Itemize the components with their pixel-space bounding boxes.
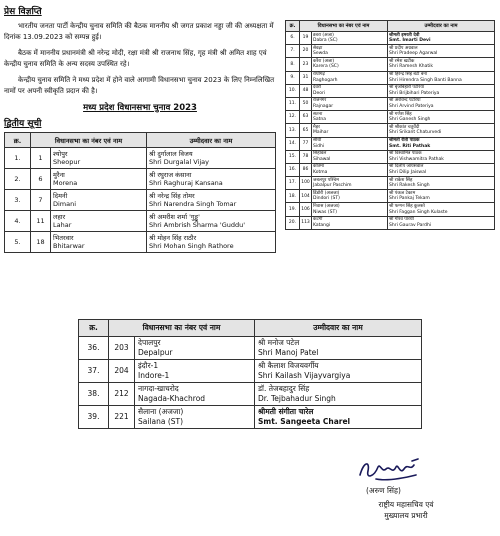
candidate-name-english: Shri Faggan Singh Kulaste	[389, 209, 448, 215]
constituency-cell	[312, 203, 388, 216]
constituency-name-hindi: मैहर	[313, 124, 320, 130]
constituency-cell	[312, 177, 388, 190]
row-serial: 36.	[79, 337, 109, 360]
constituency-number: 23	[300, 58, 312, 71]
candidate-name-english: Shri Durgalal Vijay	[149, 158, 210, 166]
header-sn: क्र.	[79, 320, 109, 337]
row-serial: 6.	[286, 32, 300, 45]
constituency-cell	[51, 190, 147, 211]
constituency-cell	[312, 163, 388, 176]
candidate-name-english: Shri Narendra Singh Tomar	[149, 200, 237, 208]
constituency-name-english: Maihar	[313, 130, 329, 136]
candidate-name-hindi: डॉ. तेजबहादुर सिंह	[258, 384, 310, 393]
candidate-name-hindi: श्री दुर्गालाल विजय	[149, 150, 193, 158]
constituency-name-hindi: दिमनी	[53, 192, 68, 200]
candidate-cell	[388, 150, 495, 163]
constituency-name-hindi: देपालपुर	[138, 338, 161, 347]
candidate-name-english: Shri Vishwamitra Pathak	[389, 156, 444, 162]
constituency-number: 221	[109, 406, 135, 429]
candidate-cell	[147, 190, 276, 211]
candidate-cell	[388, 111, 495, 124]
constituency-name-english: Niwas (ST)	[313, 209, 337, 215]
row-serial: 11.	[286, 97, 300, 110]
candidate-name-hindi: श्री दिलीप जायसवाल	[389, 164, 424, 170]
row-serial: 9.	[286, 71, 300, 84]
row-serial: 3.	[5, 190, 31, 211]
constituency-number: 212	[109, 383, 135, 406]
constituency-cell	[312, 84, 388, 97]
candidate-cell	[255, 337, 422, 360]
candidate-name-english: Shri Manoj Patel	[258, 348, 319, 357]
constituency-number: 77	[300, 137, 312, 150]
constituency-number: 7	[31, 190, 51, 211]
table-row	[79, 337, 422, 360]
constituency-name-english: Bhitarwar	[53, 242, 85, 250]
constituency-name-english: Sihawal	[313, 156, 331, 162]
candidate-name-english: Dr. Tejbahadur Singh	[258, 394, 336, 403]
header-sn: क्र.	[286, 21, 300, 32]
constituency-name-hindi: सीधी	[313, 138, 322, 143]
row-serial: 38.	[79, 383, 109, 406]
signatory-name: (अरुण सिंह)	[366, 486, 401, 495]
constituency-number: 1	[31, 148, 51, 169]
constituency-name-hindi: लहार	[53, 213, 66, 221]
constituency-name-hindi: सेवढ़ा	[313, 45, 323, 51]
table-row	[286, 45, 495, 58]
table-row	[5, 148, 276, 169]
constituency-cell	[135, 406, 255, 429]
header-constituency: विधानसभा का नंबर एवं नाम	[300, 21, 388, 32]
candidate-name-hindi: श्री गौरव पारधी	[389, 217, 414, 223]
candidate-cell	[388, 71, 495, 84]
constituency-name-hindi: नागदा-खाचरोद	[138, 384, 179, 393]
paragraph-meeting: भारतीय जनता पार्टी केन्द्रीय चुनाव समिति की बैठक माननीय श्री जगत प्रकाश नड्डा जी की अध्यक्षता में दिनांक 13.09.2023 को सम्पन्न हुई।	[4, 22, 274, 41]
constituency-name-english: Nagada-Khachrod	[138, 394, 206, 403]
candidate-name-hindi: श्री श्रीकांत चतुर्वेदी	[389, 124, 420, 130]
constituency-name-english: Dabra (SC)	[313, 38, 338, 44]
candidate-name-hindi: श्री नरेन्द्र सिंह तोमर	[149, 192, 195, 200]
candidate-name-english: Shri Kailash Vijayvargiya	[258, 371, 351, 380]
table-row	[286, 111, 495, 124]
constituency-name-english: Rajnagar	[313, 104, 334, 110]
row-serial: 18.	[286, 190, 300, 203]
row-serial: 39.	[79, 406, 109, 429]
table-row	[5, 190, 276, 211]
row-serial: 4.	[5, 211, 31, 232]
row-serial: 10.	[286, 84, 300, 97]
constituency-cell	[312, 45, 388, 58]
table-row	[286, 177, 495, 190]
constituency-name-english: Indore-1	[138, 371, 170, 380]
constituency-name-hindi: सतना	[313, 111, 323, 117]
candidate-name-hindi: श्रीमती रीती पाठक	[389, 138, 420, 143]
row-serial: 15.	[286, 150, 300, 163]
constituency-number: 31	[300, 71, 312, 84]
candidate-name-hindi: श्री गणेश सिंह	[389, 111, 412, 117]
row-serial: 2.	[5, 169, 31, 190]
candidate-name-english: Shri Arvind Pateriya	[389, 104, 434, 110]
constituency-cell	[312, 190, 388, 203]
candidate-name-hindi: श्री अमरीश शर्मा 'गुड्डू'	[149, 213, 200, 221]
table-row	[79, 360, 422, 383]
row-serial: 20.	[286, 216, 300, 229]
candidate-name-english: Shri Pankaj Tekam	[389, 196, 430, 202]
candidate-cell	[255, 360, 422, 383]
candidate-name-english: Shri Brijbihari Pateriya	[389, 90, 440, 96]
candidate-name-english: Smt. Imarti Devi	[389, 38, 431, 44]
constituency-name-hindi: भितरवार	[53, 234, 74, 242]
candidate-cell	[388, 58, 495, 71]
candidate-cell	[388, 124, 495, 137]
constituency-number: 78	[300, 150, 312, 163]
candidate-table-center	[78, 319, 422, 429]
candidate-name-english: Smt. Riti Pathak	[389, 143, 431, 149]
row-serial: 13.	[286, 124, 300, 137]
candidate-table-left	[4, 132, 276, 253]
constituency-number: 6	[31, 169, 51, 190]
constituency-cell	[51, 169, 147, 190]
row-serial: 12.	[286, 111, 300, 124]
row-serial: 5.	[5, 232, 31, 253]
constituency-cell	[312, 58, 388, 71]
table-row	[286, 216, 495, 229]
constituency-name-hindi: राजनगर	[313, 98, 327, 104]
constituency-number: 65	[300, 124, 312, 137]
constituency-number: 86	[300, 163, 312, 176]
constituency-cell	[135, 337, 255, 360]
constituency-number: 18	[31, 232, 51, 253]
constituency-name-hindi: सिहावल	[313, 151, 327, 157]
header-candidate: उम्मीदवार का नाम	[147, 133, 276, 148]
constituency-cell	[51, 148, 147, 169]
candidate-cell	[147, 232, 276, 253]
candidate-cell	[147, 148, 276, 169]
constituency-cell	[312, 124, 388, 137]
table-row	[286, 124, 495, 137]
candidate-name-english: Shri Ramesh Khatik	[389, 64, 434, 70]
candidate-cell	[388, 203, 495, 216]
candidate-name-hindi: श्री कैलाश विजयवर्गीय	[258, 361, 319, 370]
candidate-name-english: Shri Mohan Singh Rathore	[149, 242, 234, 250]
constituency-cell	[312, 32, 388, 45]
candidate-cell	[388, 177, 495, 190]
candidate-name-hindi: श्री मोहन सिंह राठौर	[149, 234, 197, 242]
candidate-cell	[388, 137, 495, 150]
constituency-cell	[312, 111, 388, 124]
constituency-cell	[51, 211, 147, 232]
constituency-name-hindi: इंदौर-1	[138, 361, 159, 370]
candidate-name-english: Shri Gaurav Pardhi	[389, 222, 432, 228]
table-row	[286, 190, 495, 203]
constituency-name-english: Karera (SC)	[313, 64, 339, 70]
candidate-name-english: Shri Raghuraj Kansana	[149, 179, 223, 187]
candidate-cell	[255, 383, 422, 406]
table-row	[286, 71, 495, 84]
constituency-name-hindi: कोतमा	[313, 164, 325, 170]
candidate-name-hindi: श्री फग्गन सिंह कुलस्ते	[389, 203, 425, 209]
candidate-name-hindi: श्री बृजबिहारी पटेरिया	[389, 85, 425, 91]
press-heading: प्रेस विज्ञप्ति	[4, 7, 42, 17]
candidate-name-hindi: श्री पंकज टेकाम	[389, 190, 416, 196]
candidate-name-english: Shri Ambrish Sharma 'Guddu'	[149, 221, 246, 229]
constituency-cell	[312, 150, 388, 163]
constituency-name-english: Sheopur	[53, 158, 81, 166]
candidate-cell	[388, 97, 495, 110]
candidate-cell	[255, 406, 422, 429]
constituency-name-english: Dimani	[53, 200, 77, 208]
constituency-cell	[312, 71, 388, 84]
table-row	[79, 383, 422, 406]
constituency-name-english: Sewda	[313, 51, 328, 57]
constituency-name-hindi: डिंडोरी (अजजा)	[313, 190, 340, 196]
constituency-name-english: Lahar	[53, 221, 72, 229]
candidate-name-hindi: श्री राकेश सिंह	[389, 177, 413, 183]
candidate-cell	[388, 84, 495, 97]
candidate-cell	[388, 163, 495, 176]
constituency-number: 203	[109, 337, 135, 360]
constituency-cell	[135, 383, 255, 406]
candidate-name-hindi: श्री हिरेन्द्र सिंह बंटी बना	[389, 72, 428, 78]
constituency-name-english: Deori	[313, 90, 326, 96]
constituency-number: 104	[300, 190, 312, 203]
constituency-name-english: Kotma	[313, 169, 328, 175]
constituency-name-hindi: करैरा (अजा)	[313, 58, 335, 64]
constituency-number: 20	[300, 45, 312, 58]
candidate-name-english: Shri Srikant Chaturvedi	[389, 130, 442, 136]
candidate-cell	[388, 190, 495, 203]
constituency-name-hindi: देवरी	[313, 85, 321, 91]
constituency-number: 63	[300, 111, 312, 124]
constituency-number: 50	[300, 97, 312, 110]
constituency-number: 19	[300, 32, 312, 45]
candidate-name-english: Shri Rakesh Singh	[389, 183, 430, 189]
constituency-name-hindi: कटंगी	[313, 217, 323, 223]
signatory-title-line2: मुख्यालय प्रभारी	[384, 511, 428, 520]
constituency-name-hindi: सैलाना (अजजा)	[138, 407, 184, 416]
header-sn: क्र.	[5, 133, 31, 148]
candidate-name-english: Shri Dilip Jaiswal	[389, 169, 427, 175]
candidate-name-english: Shri Ganesh Singh	[389, 117, 431, 123]
row-serial: 1.	[5, 148, 31, 169]
constituency-name-english: Katangi	[313, 222, 331, 228]
candidate-table-right	[285, 20, 495, 230]
constituency-name-hindi: डबरा (अजा)	[313, 32, 334, 38]
constituency-name-english: Sidhi	[313, 143, 325, 149]
constituency-name-english: Jabalpur Paschim	[313, 183, 352, 189]
candidate-cell	[388, 216, 495, 229]
row-serial: 17.	[286, 177, 300, 190]
candidate-name-hindi: श्री रघुराज कंसाना	[149, 171, 192, 179]
constituency-cell	[51, 232, 147, 253]
table-row	[5, 211, 276, 232]
candidate-cell	[147, 169, 276, 190]
constituency-name-hindi: निवास (अजजा)	[313, 203, 340, 209]
constituency-number: 113	[300, 216, 312, 229]
table-row	[79, 406, 422, 429]
table-row	[286, 58, 495, 71]
row-serial: 19.	[286, 203, 300, 216]
table-row	[286, 97, 495, 110]
table-row	[5, 232, 276, 253]
candidate-name-hindi: श्री विश्वामित्र पाठक	[389, 151, 422, 157]
header-candidate: उम्मीदवार का नाम	[255, 320, 422, 337]
constituency-cell	[135, 360, 255, 383]
constituency-name-hindi: जबलपुर पश्चिम	[313, 177, 339, 183]
header-candidate: उम्मीदवार का नाम	[388, 21, 495, 32]
paragraph-attendees: बैठक में माननीय प्रधानमंत्री श्री नरेन्द्र मोदी, रक्षा मंत्री श्री राजनाथ सिंह, गृह मंत्री श्री अमित शाह एवं केन्द्रीय चुनाव समिति के अन्य सदस्य उपस्थित रहे।	[4, 49, 267, 68]
candidate-cell	[388, 32, 495, 45]
constituency-name-english: Morena	[53, 179, 78, 187]
candidate-name-hindi: श्री रमेश खटीक	[389, 58, 415, 64]
candidate-name-english: Shri Pradeep Agarwal	[389, 51, 438, 57]
candidate-name-hindi: श्रीमती इमरती देवी	[389, 32, 420, 38]
table-row	[286, 203, 495, 216]
constituency-number: 204	[109, 360, 135, 383]
list-heading: द्वितीय सूची	[4, 119, 42, 129]
constituency-name-english: Satna	[313, 117, 326, 123]
row-serial: 16.	[286, 163, 300, 176]
candidate-cell	[388, 45, 495, 58]
candidate-name-hindi: श्रीमती संगीता चारेल	[258, 407, 314, 416]
header-constituency: विधानसभा का नंबर एवं नाम	[109, 320, 255, 337]
candidate-name-hindi: श्री प्रदीप अग्रवाल	[389, 45, 418, 51]
candidate-name-english: Shri Hirendra Singh Banti Banna	[389, 77, 462, 83]
row-serial: 14.	[286, 137, 300, 150]
row-serial: 8.	[286, 58, 300, 71]
constituency-number: 11	[31, 211, 51, 232]
constituency-name-hindi: श्योपुर	[53, 150, 68, 158]
constituency-number: 100	[300, 177, 312, 190]
table-row	[286, 163, 495, 176]
constituency-number: 48	[300, 84, 312, 97]
constituency-name-hindi: मुरैना	[53, 171, 65, 179]
paragraph-approval: केन्द्रीय चुनाव समिति ने मध्य प्रदेश में होने वाले आगामी विधानसभा चुनाव 2023 के लिए निम्नलिखित नामों पर अपनी स्वीकृति प्रदान की है।	[4, 76, 275, 95]
constituency-number: 106	[300, 203, 312, 216]
constituency-cell	[312, 97, 388, 110]
table-row	[286, 32, 495, 45]
table-row	[286, 84, 495, 97]
constituency-cell	[312, 137, 388, 150]
constituency-name-english: Dindori (ST)	[313, 196, 340, 202]
table-row	[286, 150, 495, 163]
candidate-name-english: Smt. Sangeeta Charel	[258, 417, 351, 426]
header-constituency: विधानसभा का नंबर एवं नाम	[31, 133, 147, 148]
signature-mark	[356, 455, 426, 483]
constituency-name-english: Sailana (ST)	[138, 417, 184, 426]
constituency-name-hindi: राघोगढ़	[313, 72, 325, 78]
candidate-name-hindi: श्री मनोज पटेल	[258, 338, 300, 347]
election-heading: मध्य प्रदेश विधानसभा चुनाव 2023	[83, 103, 197, 113]
press-release	[4, 4, 276, 253]
table-row	[286, 137, 495, 150]
constituency-name-english: Raghogarh	[313, 77, 338, 83]
constituency-name-english: Depalpur	[138, 348, 173, 357]
constituency-cell	[312, 216, 388, 229]
row-serial: 7.	[286, 45, 300, 58]
table-row	[5, 169, 276, 190]
signatory-title	[346, 499, 466, 521]
row-serial: 37.	[79, 360, 109, 383]
signatory-title-line1: राष्ट्रीय महासचिव एवं	[378, 500, 434, 509]
candidate-cell	[147, 211, 276, 232]
candidate-name-hindi: श्री अरविन्द पटेरिया	[389, 98, 421, 104]
